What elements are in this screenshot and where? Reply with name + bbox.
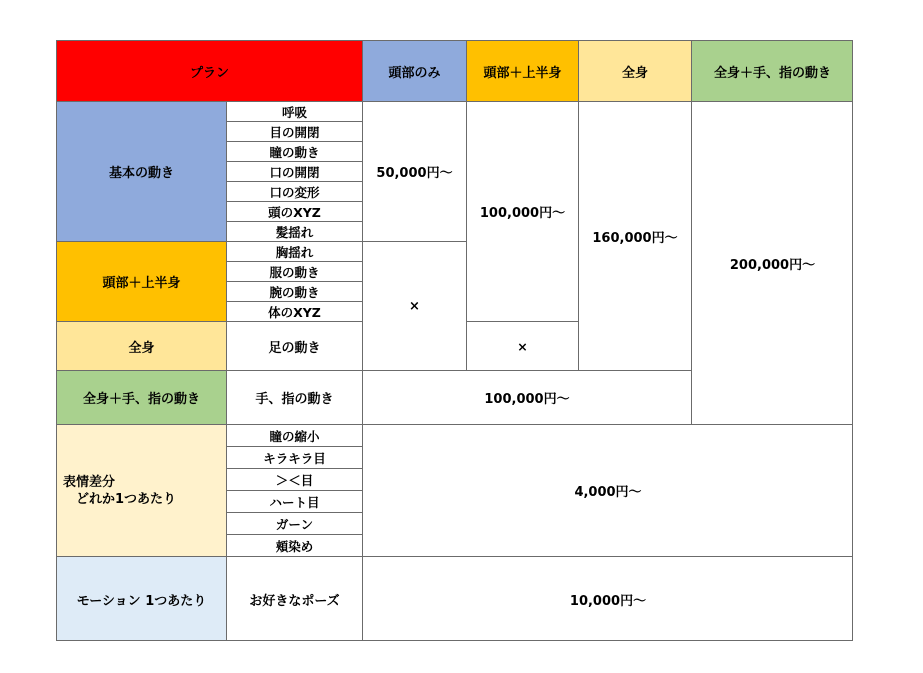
price-head-upper <box>466 101 578 321</box>
item-basic-4-text: 口の変形 <box>269 184 320 200</box>
item-expression-1 <box>226 446 362 468</box>
item-upper-3 <box>226 301 362 321</box>
price-head-only-upper-text: × <box>409 298 420 314</box>
price-head-upper-full-text: × <box>517 338 528 354</box>
header-plan-label: プラン <box>189 65 229 81</box>
price-head-upper-full <box>466 321 578 370</box>
item-basic-3 <box>226 161 362 181</box>
section-hands-text: 全身＋手、指の動き <box>82 392 200 407</box>
item-upper-3-text: 体のXYZ <box>268 304 321 320</box>
price-head-only-basic <box>362 101 466 241</box>
item-full-0 <box>226 321 362 370</box>
price-full-hands <box>691 101 853 424</box>
price-head-only-basic-text: 50,000円～ <box>376 166 453 181</box>
item-hands-0 <box>226 370 362 424</box>
price-motion <box>362 556 853 641</box>
item-basic-5-text: 頭のXYZ <box>268 204 321 220</box>
item-upper-1-text: 服の動き <box>269 264 320 280</box>
item-hands-0-text: 手、指の動き <box>255 392 334 407</box>
price-hands-option-text: 100,000円～ <box>484 392 570 407</box>
item-expression-5-text: 頬染め <box>275 538 314 554</box>
item-upper-2 <box>226 281 362 301</box>
item-basic-0 <box>226 101 362 121</box>
item-expression-4-text: ガーン <box>275 516 314 532</box>
item-basic-2 <box>226 141 362 161</box>
item-expression-0-text: 瞳の縮小 <box>269 428 320 444</box>
price-expression-text: 4,000円～ <box>574 485 642 500</box>
item-basic-0-text: 呼吸 <box>281 104 307 120</box>
header-full-body-label: 全身 <box>621 65 648 81</box>
section-hands-label <box>56 370 226 424</box>
header-full-hands <box>691 40 853 101</box>
header-plan <box>56 40 362 101</box>
section-full-label <box>56 321 226 370</box>
section-motion-label <box>56 556 226 641</box>
header-head-upper <box>466 40 578 101</box>
item-upper-0-text: 胸揺れ <box>275 244 314 260</box>
item-expression-2-text: ＞＜目 <box>275 472 314 488</box>
header-head-upper-label: 頭部＋上半身 <box>483 65 562 81</box>
price-full-hands-text: 200,000円～ <box>729 257 816 273</box>
item-full-0-text: 足の動き <box>268 340 321 356</box>
item-expression-0 <box>226 424 362 446</box>
price-head-upper-text: 100,000円～ <box>479 206 566 221</box>
section-basic-label <box>56 101 226 241</box>
price-head-only-upper <box>362 241 466 370</box>
item-basic-2-text: 瞳の動き <box>269 144 320 160</box>
section-motion-text: モーション 1つあたり <box>76 593 207 609</box>
item-expression-3 <box>226 490 362 512</box>
item-basic-3-text: 口の開閉 <box>269 164 320 180</box>
header-head-only <box>362 40 466 101</box>
item-expression-2 <box>226 468 362 490</box>
section-upper-label <box>56 241 226 321</box>
section-full-text: 全身 <box>128 340 155 356</box>
price-motion-text: 10,000円～ <box>569 593 647 609</box>
item-basic-1 <box>226 121 362 141</box>
item-expression-3-text: ハート目 <box>269 494 320 510</box>
item-motion-0-text: お好きなポーズ <box>249 593 340 609</box>
item-upper-1 <box>226 261 362 281</box>
section-expression-text: 表情差分 どれか1つあたり <box>63 474 177 507</box>
item-basic-6 <box>226 221 362 241</box>
header-full-hands-label: 全身＋手、指の動き <box>713 65 831 81</box>
item-upper-2-text: 腕の動き <box>269 284 320 300</box>
item-motion-0 <box>226 556 362 641</box>
section-expression-label <box>56 424 226 556</box>
item-expression-1-text: キラキラ目 <box>263 450 326 466</box>
price-expression <box>362 424 853 556</box>
item-basic-5 <box>226 201 362 221</box>
section-upper-text: 頭部＋上半身 <box>102 276 181 291</box>
item-basic-1-text: 目の開閉 <box>269 124 320 140</box>
price-hands-option <box>362 370 691 424</box>
item-expression-5 <box>226 534 362 556</box>
price-full-body <box>578 101 691 370</box>
item-upper-0 <box>226 241 362 261</box>
item-expression-4 <box>226 512 362 534</box>
header-full-body <box>578 40 691 101</box>
header-head-only-label: 頭部のみ <box>388 65 441 81</box>
section-basic-text: 基本の動き <box>108 166 174 181</box>
item-basic-6-text: 髪揺れ <box>275 224 314 240</box>
price-full-body-text: 160,000円～ <box>592 230 678 246</box>
item-basic-4 <box>226 181 362 201</box>
